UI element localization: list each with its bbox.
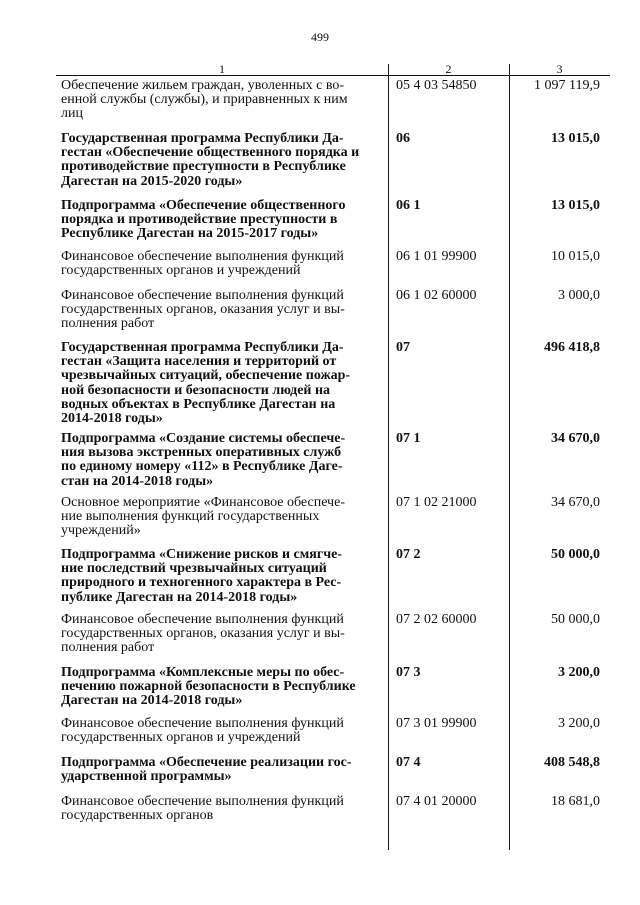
row-amount: 3 200,0 [558, 665, 600, 680]
row-code: 07 4 01 20000 [396, 794, 477, 809]
row-code: 06 1 02 60000 [396, 288, 477, 303]
row-amount: 408 548,8 [544, 755, 600, 770]
row-amount: 18 681,0 [551, 794, 600, 809]
row-amount: 10 015,0 [551, 249, 600, 264]
row-amount: 3 000,0 [558, 288, 600, 303]
row-amount: 1 097 119,9 [534, 78, 600, 93]
row-code: 07 1 02 21000 [396, 495, 477, 510]
row-amount: 3 200,0 [558, 716, 600, 731]
row-name: Государственная программа Республики Да- гестан «Обеспечение общественного порядка и противодействие преступности в Республике Дагестан на 2015-2020 годы» [61, 131, 360, 189]
row-name: Финансовое обеспечение выполнения функций государственных органов, оказания услуг и вы- полнения работ [61, 612, 345, 656]
row-name: Обеспечение жильем граждан, уволенных с во- енной службы (службы), и приравненных к ним лиц [61, 78, 348, 122]
row-code: 07 2 02 60000 [396, 612, 477, 627]
row-name: Финансовое обеспечение выполнения функций государственных органов, оказания услуг и вы- полнения работ [61, 288, 345, 332]
row-name: Подпрограмма «Снижение рисков и смягче- ние последствий чрезвычайных ситуаций природного и техногенного характера в Рес- публике Дагестан на 2014-2018 годы» [61, 547, 342, 605]
row-name: Основное мероприятие «Финансовое обеспече- ние выполнения функций государственных учреждений» [61, 495, 345, 539]
row-code: 06 1 [396, 198, 421, 213]
page-number: 499 [311, 30, 329, 44]
row-name: Подпрограмма «Обеспечение общественного порядка и противодействие преступности в Республике Дагестан на 2015-2017 годы» [61, 198, 346, 242]
row-code: 06 [396, 131, 410, 146]
row-name: Подпрограмма «Создание системы обеспече- ния вызова экстренных оперативных служб по единому номеру «112» в Республике Даге- стан на 2014-2018 годы» [61, 431, 346, 489]
column-header-3: 3 [556, 62, 563, 76]
column-divider-1 [388, 64, 389, 850]
row-code: 05 4 03 54850 [396, 78, 477, 93]
row-amount: 13 015,0 [551, 198, 600, 213]
row-amount: 496 418,8 [544, 340, 600, 355]
row-code: 07 2 [396, 547, 421, 562]
column-header-2: 2 [445, 62, 452, 76]
row-name: Финансовое обеспечение выполнения функций государственных органов и учреждений [61, 716, 344, 746]
row-amount: 34 670,0 [551, 495, 600, 510]
row-name: Финансовое обеспечение выполнения функций государственных органов [61, 794, 344, 824]
row-name: Финансовое обеспечение выполнения функций государственных органов и учреждений [61, 249, 344, 279]
row-name: Подпрограмма «Обеспечение реализации гос- ударственной программы» [61, 755, 352, 785]
row-name: Государственная программа Республики Да- гестан «Защита населения и территорий от чрезвычайных ситуаций, обеспечение пожар- ной безопасности и безопасности людей на водных объектах в Республике Дагестан на 2014-2018 годы» [61, 340, 351, 427]
row-code: 07 4 [396, 755, 421, 770]
row-amount: 50 000,0 [551, 612, 600, 627]
column-header-1: 1 [219, 62, 225, 76]
row-code: 07 3 01 99900 [396, 716, 477, 731]
row-amount: 13 015,0 [551, 131, 600, 146]
row-amount: 50 000,0 [551, 547, 600, 562]
row-name: Подпрограмма «Комплексные меры по обес- печению пожарной безопасности в Республике Дагестан на 2014-2018 годы» [61, 665, 356, 709]
column-divider-2 [509, 64, 510, 850]
row-code: 07 [396, 340, 410, 355]
row-amount: 34 670,0 [551, 431, 600, 446]
row-code: 07 3 [396, 665, 421, 680]
row-code: 07 1 [396, 431, 421, 446]
row-code: 06 1 01 99900 [396, 249, 477, 264]
